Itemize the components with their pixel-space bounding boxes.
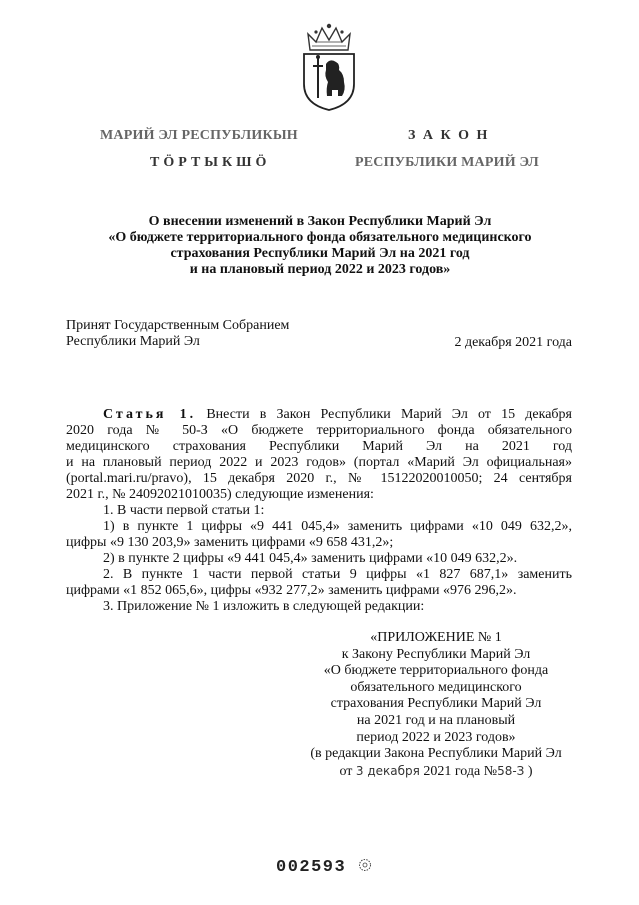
article-paragraph-line: медицинского страхования Республики Марий Эл на 2021 год (66, 439, 572, 454)
header-right-line1: З А К О Н (408, 128, 490, 143)
title-line: О внесении изменений в Закон Республики Марий Эл (148, 214, 492, 229)
item-2: 2. В пункте 1 части первой статьи 9 цифры «1 827 687,1» заменить (103, 567, 572, 582)
item-1-1-cont: цифры «9 130 203,9» заменить цифрами «9 658 431,2»; (66, 535, 394, 550)
title-line: страхования Республики Марий Эл на 2021 год (170, 246, 470, 261)
law-title (60, 214, 580, 278)
appendix-line: на 2021 год и на плановый (356, 712, 516, 728)
adopted-line: Принят Государственным Собранием (66, 318, 290, 333)
title-line: и на плановый период 2022 и 2023 годов» (189, 262, 451, 277)
adopted-block (66, 318, 289, 350)
article-paragraph: Статья 1. Внести в Закон Республики Марий Эл от 15 декабря (103, 407, 572, 422)
appendix-line: страхования Республики Марий Эл (330, 696, 542, 712)
article-paragraph-line: (portal.mari.ru/pravo), 15 декабря 2020 г., № 15122020010050; 24 сентября (66, 471, 572, 486)
appendix-line: период 2022 и 2023 годов» (356, 729, 516, 745)
article-paragraph-line: 2020 года № 50-З «О бюджете территориального фонда обязательного (66, 423, 572, 438)
item-1: 1. В части первой статьи 1: (103, 503, 265, 518)
article-label: Статья 1. (103, 407, 197, 422)
item-1-1: 1) в пункте 1 цифры «9 441 045,4» заменить цифрами «10 049 632,2», (103, 519, 572, 534)
handwritten-number: 58-З (497, 763, 525, 778)
adopted-line: Республики Марий Эл (66, 334, 200, 349)
appendix-line: (в редакции Закона Республики Марий Эл (310, 746, 562, 762)
article-paragraph-line: 2021 г., № 24092021010035) следующие изменения: (66, 487, 374, 502)
serial-number: 002593 (276, 858, 347, 877)
appendix-line: к Закону Республики Марий Эл (341, 646, 531, 662)
item-2-cont: цифрами «1 852 065,6», цифры «932 277,2» заменить цифрами «976 296,2». (66, 583, 517, 598)
appendix-line: «О бюджете территориального фонда (323, 663, 549, 679)
item-3: 3. Приложение № 1 изложить в следующей редакции: (103, 599, 425, 614)
appendix-line: «ПРИЛОЖЕНИЕ № 1 (370, 630, 502, 645)
appendix-heading (296, 630, 576, 780)
appendix-line: от 3 декабря 2021 года №58-З ) (339, 763, 533, 779)
header-left-line2: ТӦРТЫКШӦ (150, 155, 271, 170)
header-right-line2: РЕСПУБЛИКИ МАРИЙ ЭЛ (355, 155, 539, 170)
item-1-2: 2) в пункте 2 цифры «9 441 045,4» заменить цифрами «10 049 632,2». (103, 551, 518, 566)
handwritten-day: 3 декабря (355, 763, 420, 778)
seal-mark-icon (358, 858, 372, 876)
title-line: «О бюджете территориального фонда обязательного медицинского (108, 230, 532, 245)
coat-of-arms-icon (296, 20, 362, 112)
header-left-line1: МАРИЙ ЭЛ РЕСПУБЛИКЫН (100, 128, 298, 143)
adoption-date: 2 декабря 2021 года (454, 335, 572, 350)
article-paragraph-line: и на плановый период 2022 и 2023 годов» (портал «Марий Эл официальная» (66, 455, 572, 470)
appendix-line: обязательного медицинского (350, 679, 522, 695)
article-body (66, 407, 572, 615)
